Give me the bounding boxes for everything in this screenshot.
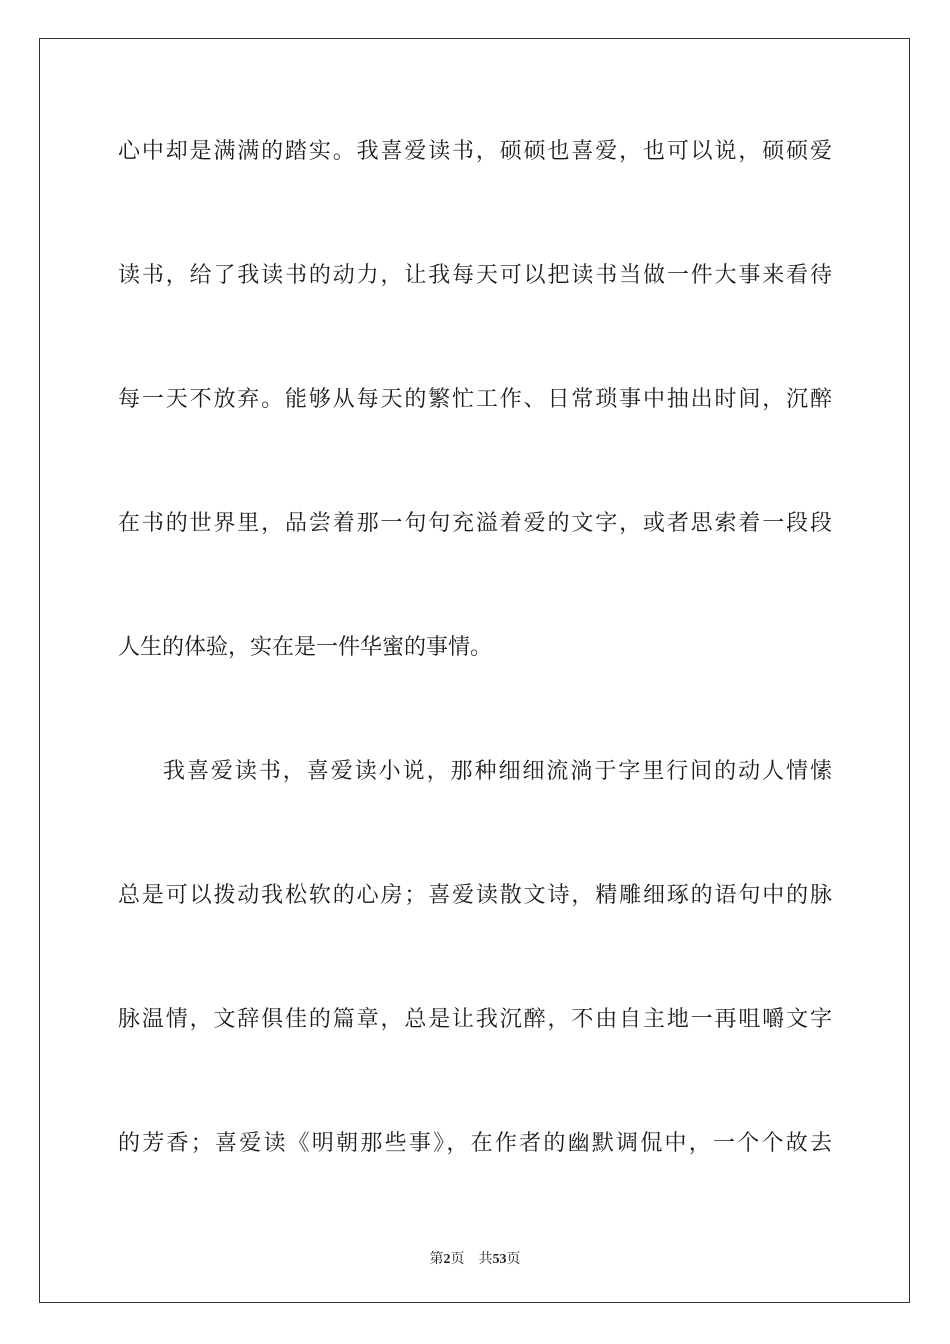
text-line-2: 读书，给了我读书的动力，让我每天可以把读书当做一件大事来看待 [118, 263, 832, 288]
page-footer [0, 1248, 950, 1268]
text-line-9: 的芳香；喜爱读《明朝那些事》，在作者的幽默调侃中，一个个故去 [118, 1131, 832, 1156]
page-prefix: 第 [429, 1252, 444, 1267]
total-pages: 53 [492, 1252, 507, 1267]
text-line-6: 我喜爱读书，喜爱读小说，那种细细流淌于字里行间的动人情愫 [163, 759, 832, 784]
text-line-5: 人生的体验，实在是一件华蜜的事情。 [118, 635, 493, 660]
text-line-7: 总是可以拨动我松软的心房；喜爱读散文诗，精雕细琢的语句中的脉 [118, 883, 832, 908]
page-number: 2 [443, 1252, 451, 1267]
page-suffix: 页 [450, 1252, 465, 1267]
text-line-1: 心中却是满满的踏实。我喜爱读书，硕硕也喜爱，也可以说，硕硕爱 [118, 139, 832, 164]
text-line-3: 每一天不放弃。能够从每天的繁忙工作、日常琐事中抽出时间，沉醉 [118, 387, 832, 412]
text-line-8: 脉温情，文辞俱佳的篇章，总是让我沉醉，不由自主地一再咀嚼文字 [118, 1007, 832, 1032]
text-line-4: 在书的世界里，品尝着那一句句充溢着爱的文字，或者思索着一段段 [118, 511, 832, 536]
page-border [39, 38, 910, 1303]
total-suffix: 页 [506, 1252, 521, 1267]
total-prefix: 共 [478, 1252, 493, 1267]
